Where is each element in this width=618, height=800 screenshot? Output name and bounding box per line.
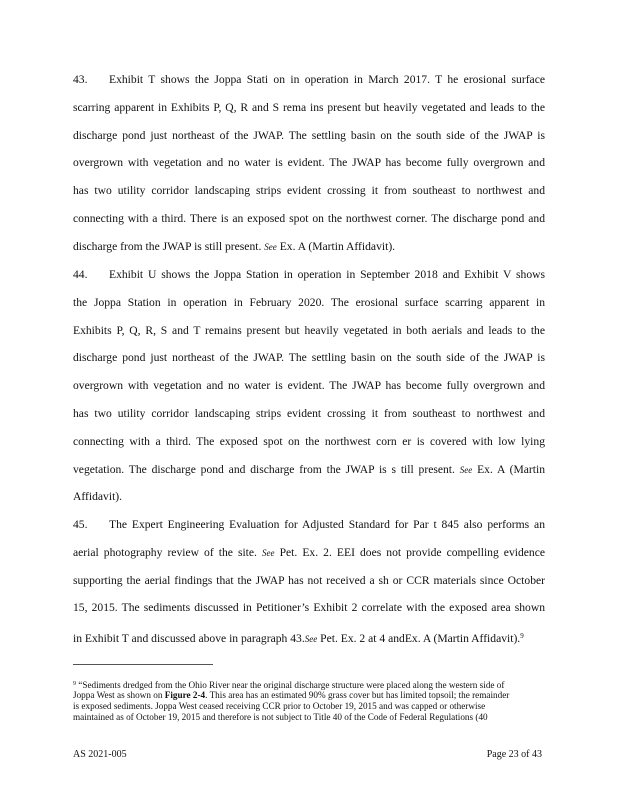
paragraph-line: in Exhibit T and discussed above in paragraph 43.See Pet. Ex. 2 at 4 andEx. A (Martin Affidavit).$^9$ xyxy=(73,632,524,646)
paragraph-line: overgrown with vegetation and no water is evident. The JWAP has become fully overgrown and xyxy=(73,379,545,393)
paragraph-45 xyxy=(73,517,545,656)
paragraph-43 xyxy=(73,72,545,267)
paragraph-line: vegetation. The discharge pond and discharge from the JWAP is s till present. See Ex. A (Martin xyxy=(73,462,545,476)
paragraph-line: discharge from the JWAP is still present. See Ex. A (Martin Affidavit). xyxy=(73,239,396,253)
footnote-reference[interactable]: 9 xyxy=(520,632,524,641)
figure-reference: Figure 2-4 xyxy=(164,690,206,701)
paragraph-line: connecting with a third. There is an exposed spot on the northwest corner. The discharge pond and xyxy=(73,211,545,225)
citation-signal: See xyxy=(304,634,318,645)
footnote-line: is exposed sediments. Joppa West ceased receiving CCR prior to October 19, 2015 and was capped or otherwise xyxy=(73,701,486,712)
citation-signal: See xyxy=(264,241,277,252)
paragraph-line: has two utility corridor landscaping strips evident crossing it from southeast to northwest and xyxy=(73,406,545,420)
paragraph-line: has two utility corridor landscaping strips evident crossing it from southeast to northwest and xyxy=(73,184,545,198)
paragraph-line: 44. Exhibit U shows the Joppa Station in operation in September 2018 and Exhibit V shows xyxy=(73,268,545,281)
footnote-line: maintained as of October 19, 2015 and therefore is not subject to Title 40 of the Code of Federal Regulations (40 xyxy=(73,712,488,723)
paragraph-44 xyxy=(73,267,545,517)
footnote xyxy=(73,679,545,723)
paragraph-line: overgrown with vegetation and no water is evident. The JWAP has become fully overgrown and xyxy=(73,156,545,170)
paragraph-line: the Joppa Station in operation in February 2020. The erosional surface scarring apparent in xyxy=(73,295,545,309)
citation-signal: See xyxy=(459,464,473,475)
footnote-divider xyxy=(73,664,213,665)
citation-signal: See xyxy=(262,547,275,558)
paragraph-line: 45. The Expert Engineering Evaluation for Adjusted Standard for Par t 845 also performs an xyxy=(73,518,545,531)
paragraph-number: 45. xyxy=(73,518,88,531)
paragraph-line: 43. Exhibit T shows the Joppa Stati on in operation in March 2017. T he erosional surface xyxy=(73,73,545,86)
page-number: Page 23 of 43 xyxy=(486,749,542,760)
footnote-line: $^9$ “Sediments dredged from the Ohio River near the original discharge structure were placed along the western side of xyxy=(73,680,505,690)
paragraph-line: Affidavit). xyxy=(73,490,123,504)
footnote-marker: 9 xyxy=(73,681,76,687)
paragraph-line: 15, 2015. The sediments discussed in Petitioner’s Exhibit 2 correlate with the exposed area shown xyxy=(73,601,545,615)
paragraph-number: 44. xyxy=(73,268,88,281)
paragraph-line: aerial photography review of the site. See Pet. Ex. 2. EEI does not provide compelling evidence xyxy=(73,545,546,559)
paragraph-line: connecting with a third. The exposed spot on the northwest corn er is covered with low lying xyxy=(73,434,545,448)
paragraph-line: discharge pond just northeast of the JWAP. The settling basin on the south side of the JWAP is xyxy=(73,128,545,142)
paragraph-line: Exhibits P, Q, R, S and T remains present but heavily vegetated in both aerials and leads to the xyxy=(73,323,545,337)
case-number: AS 2021-005 xyxy=(73,749,127,760)
paragraph-number: 43. xyxy=(73,73,88,86)
footnote-line: Joppa West as shown on Figure 2-4. This area has an estimated 90% grass cover but has limited topsoil; the remainder xyxy=(73,690,510,701)
paragraph-line: supporting the aerial findings that the JWAP has not received a sh or CCR materials since October xyxy=(73,573,545,587)
paragraph-line: discharge pond just northeast of the JWAP. The settling basin on the south side of the JWAP is xyxy=(73,351,545,365)
paragraph-line: scarring apparent in Exhibits P, Q, R and S rema ins present but heavily vegetated and leads to the xyxy=(73,100,545,114)
